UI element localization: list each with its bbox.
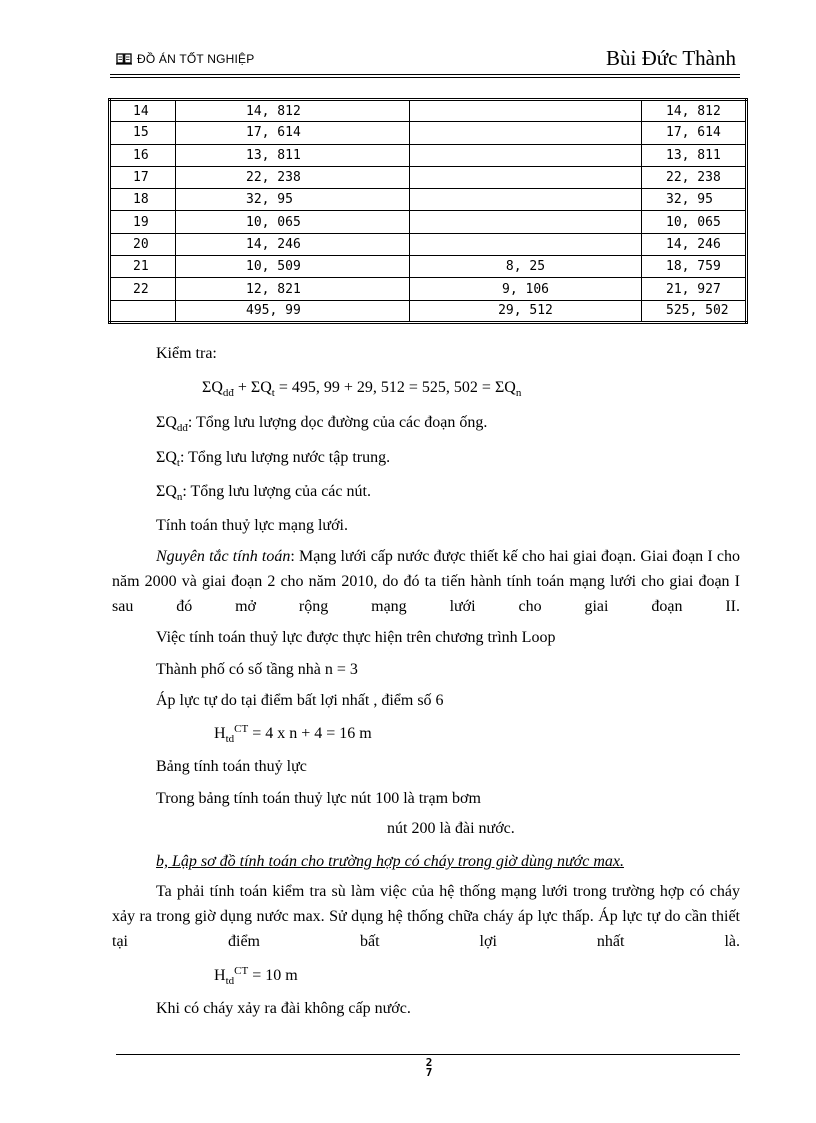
flow-t-cell [410,166,642,188]
flow-t-cell: 29, 512 [410,300,642,322]
flow-dd-cell: 17, 614 [176,122,410,144]
node-id-cell: 14 [110,100,176,122]
flow-n-cell: 32, 95 [642,189,747,211]
flow-dd-cell: 10, 509 [176,256,410,278]
flow-n-cell: 18, 759 [642,256,747,278]
node-id-cell: 15 [110,122,176,144]
section-b-heading: b, Lập sơ đồ tính toán cho trường hợp có cháy trong giờ dùng nước max. [156,853,624,870]
formula-h1: $H_{td}^{CT} = 4$ x n + 4 = 16 m [214,723,372,745]
header-title: ĐỒ ÁN TỐT NGHIỆP [137,52,255,66]
node-id-cell: 19 [110,211,176,233]
definition-dd: $\Sigma Q_{dđ}$: Tổng lưu lượng dọc đường của các đoạn ống. [156,414,488,434]
table-row [110,100,747,122]
flow-n-cell: 17, 614 [642,122,747,144]
tower-text: nút 200 là đài nước. [387,820,515,837]
fire-paragraph: Ta phải tính toán kiểm tra sù làm việc của hệ thống mạng lưới trong trường hợp có cháy xảy ra trong giờ dụng nước max. Sử dụng hệ thống chữa cháy áp lực thấp. Áp lực tự do cần thiết tại điểm bất lợi nhất là. [112,883,740,950]
flow-dd-cell: 14, 246 [176,233,410,255]
table-row [110,189,747,211]
loop-text: Việc tính toán thuỷ lực được thực hiện trên chương trình Loop [156,629,556,646]
node-id-cell: 17 [110,166,176,188]
node-id-cell: 20 [110,233,176,255]
flow-t-cell: 8, 25 [410,256,642,278]
flow-table [108,98,748,324]
table-row [110,256,747,278]
definition-n: $\Sigma Q_n$: Tổng lưu lượng của các nút. [156,483,371,503]
open-book-icon [116,53,132,65]
table-row [110,278,747,300]
principle-paragraph: Nguyên tắc tính toán: Mạng lưới cấp nước được thiết kế cho hai giai đoạn. Giai đoạn I cho năm 2000 và giai đoạn 2 cho năm 2010, do đó ta tiến hành tính toán mạng lưới cho giai đoạn I sau đó mở rộng mạng lưới cho giai đoạn II. [112,548,740,615]
floors-text: Thành phố có số tầng nhà n = 3 [156,661,358,678]
flow-dd-cell: 12, 821 [176,278,410,300]
footer-rule [116,1054,740,1055]
node-id-cell: 22 [110,278,176,300]
node-id-cell: 18 [110,189,176,211]
header-left [116,52,254,66]
table-row [110,233,747,255]
flow-dd-cell: 14, 812 [176,100,410,122]
table-row [110,122,747,144]
node-id-cell: 21 [110,256,176,278]
flow-n-cell: 10, 065 [642,211,747,233]
table-row [110,300,747,322]
flow-dd-cell: 13, 811 [176,144,410,166]
flow-t-cell: 9, 106 [410,278,642,300]
node-id-cell: 16 [110,144,176,166]
flow-n-cell: 14, 246 [642,233,747,255]
hydraulic-title: Tính toán thuỷ lực mạng lưới. [156,517,348,534]
flow-n-cell: 13, 811 [642,144,747,166]
flow-t-cell [410,233,642,255]
flow-n-cell: 525, 502 [642,300,747,322]
header-rule-thin [110,77,740,78]
flow-n-cell: 21, 927 [642,278,747,300]
flow-t-cell [410,189,642,211]
equation: $\Sigma Q_{dđ} + \Sigma Q_t = 495$, 99 + 29, 512 = 525, $502 = \Sigma Q_n$ [202,379,522,399]
flow-t-cell [410,144,642,166]
formula-h2: $H_{td}^{CT} = 10$ m [214,965,298,987]
flow-t-cell [410,100,642,122]
table-row [110,144,747,166]
check-label: Kiểm tra: [156,345,217,362]
node-id-cell [110,300,176,322]
flow-dd-cell: 495, 99 [176,300,410,322]
page-number: 2 7 [425,1056,433,1079]
flow-n-cell: 14, 812 [642,100,747,122]
flow-dd-cell: 32, 95 [176,189,410,211]
flow-dd-cell: 10, 065 [176,211,410,233]
header-rule [110,74,740,75]
pump-text: Trong bảng tính toán thuỷ lực nút 100 là trạm bơm [156,790,481,807]
flow-t-cell [410,122,642,144]
flow-dd-cell: 22, 238 [176,166,410,188]
table-label: Bảng tính toán thuỷ lực [156,758,307,775]
definition-t: $\Sigma Q_t$: Tổng lưu lượng nước tập trung. [156,449,391,469]
table-row [110,211,747,233]
flow-n-cell: 22, 238 [642,166,747,188]
pressure-text: Áp lực tự do tại điểm bất lợi nhất , điểm số 6 [156,692,444,709]
flow-t-cell [410,211,642,233]
last-text: Khi có cháy xảy ra đài không cấp nước. [156,1000,411,1017]
table-row [110,166,747,188]
header-author: Bùi Đức Thành [606,46,736,70]
